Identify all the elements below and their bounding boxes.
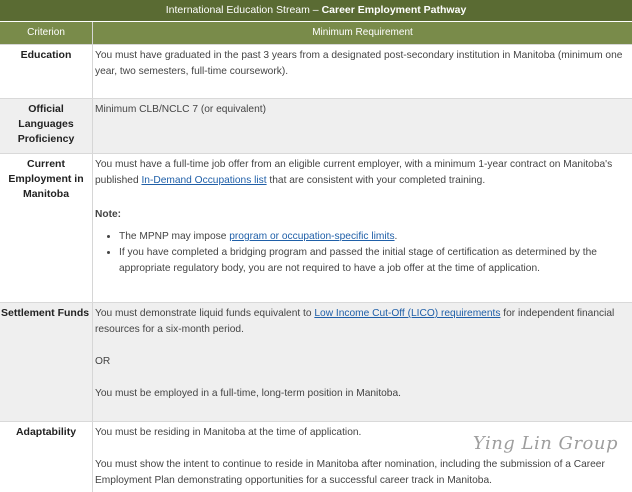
limits-period: . <box>394 231 398 242</box>
funds-text-end: for independent financial resources for a six-month period. <box>95 308 615 335</box>
requirement-language <box>93 99 632 153</box>
criterion-adaptability: Adaptability <box>0 422 93 492</box>
education-text: You must have graduated in the past 3 years from a designated post-secondary institution in Manitoba (minimum one year, two semesters, full-time coursework). <box>95 50 623 77</box>
limits-text: The MPNP may impose <box>119 231 230 242</box>
criterion-funds: Settlement Funds <box>0 303 93 421</box>
note-item-bridging: • If you have completed a bridging program and passed the initial stage of certification as determined by the appropriate regulatory body, you are not required to have a job offer at the time of application. <box>119 245 628 277</box>
note-label: Note: <box>95 209 122 220</box>
table-header <box>0 22 632 45</box>
row-language <box>0 99 632 154</box>
header-criterion: Criterion <box>0 22 93 44</box>
funds-text-start: You must demonstrate liquid funds equivalent to <box>95 308 315 319</box>
program-limits-link[interactable]: program or occupation-specific limits <box>229 231 395 242</box>
row-funds <box>0 303 632 422</box>
criterion-education: Education <box>0 45 93 98</box>
table-title <box>0 0 632 22</box>
lico-link[interactable]: Low Income Cut-Off (LICO) requirements <box>314 308 501 319</box>
note-list <box>95 229 628 277</box>
title-prefix: International Education Stream – <box>165 4 322 16</box>
row-education <box>0 45 632 99</box>
employment-text <box>95 157 628 189</box>
employment-text-start: You must have a full-time job offer from an eligible current employer, with a minimum 1-year contract on Manitoba's published <box>95 159 613 186</box>
criterion-employment: Current Employment in Manitoba <box>0 154 93 302</box>
employment-text-end: that are consistent with your completed training. <box>266 175 486 186</box>
requirement-education <box>93 45 632 98</box>
watermark: Ying Lin Group <box>472 433 618 454</box>
row-employment <box>0 154 632 303</box>
funds-employment-text: You must be employed in a full-time, long-term position in Manitoba. <box>95 388 401 399</box>
funds-or: OR <box>95 356 111 367</box>
note-item-limits <box>119 229 628 245</box>
criterion-language: Official Languages Proficiency <box>0 99 93 153</box>
requirement-funds <box>93 303 632 421</box>
adaptability-text-2: You must show the intent to continue to reside in Manitoba after nomination, including the submission of a Career Employment Plan demonstrating opportunities for a successful career track in Manitoba. <box>95 459 605 486</box>
in-demand-occupations-link[interactable]: In-Demand Occupations list <box>141 175 267 186</box>
requirement-employment <box>93 154 632 302</box>
funds-text <box>95 306 628 338</box>
title-pathway: Career Employment Pathway <box>321 4 467 16</box>
language-text: Minimum CLB/NCLC 7 (or equivalent) <box>95 104 266 115</box>
adaptability-text-1: You must be residing in Manitoba at the time of application. <box>95 427 362 438</box>
header-requirement: Minimum Requirement <box>312 27 413 38</box>
